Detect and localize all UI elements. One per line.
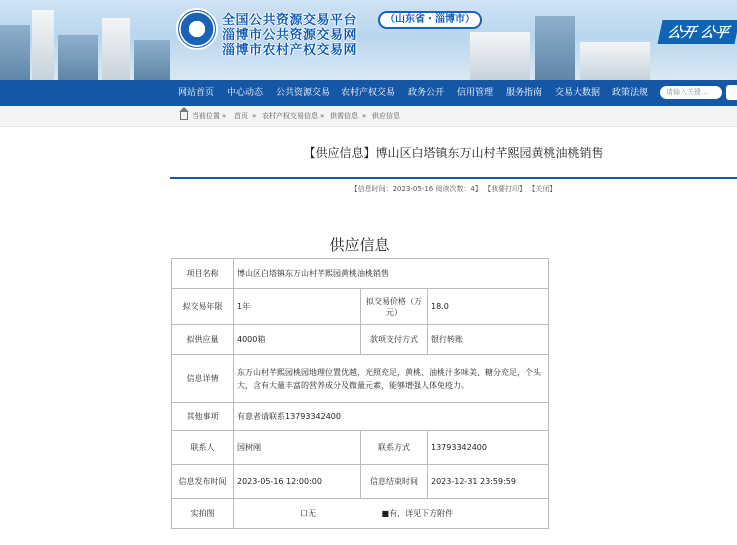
detail-label: 信息详情 (172, 355, 234, 403)
table-row (172, 499, 549, 529)
price-value: 18.0 (428, 289, 549, 325)
breadcrumb-separator: » (252, 112, 257, 120)
table-row (172, 325, 549, 355)
header-title-line2: 淄博市公共资源交易网 (222, 28, 358, 43)
contact-value: 国树刚 (234, 431, 361, 465)
building-graphic (134, 40, 170, 80)
project-value: 博山区白塔镇东万山村芊熙园黄桃油桃销售 (234, 259, 549, 289)
publish-value: 2023-05-16 12:00:00 (234, 465, 361, 499)
term-value: 1年 (234, 289, 361, 325)
page-title: 【供应信息】博山区白塔镇东万山村芊熙园黄桃油桃销售 (303, 146, 604, 160)
breadcrumb-label: 当前位置 (192, 112, 220, 120)
photo-yes-option: ■有，详见下方附件 (381, 509, 454, 518)
header-slogan: 公开 公平 (657, 20, 737, 44)
header-banner (0, 0, 737, 80)
search-input[interactable]: 请输入关键... (660, 86, 722, 99)
term-label: 拟交易年限 (172, 289, 234, 325)
payment-label: 款项支付方式 (361, 325, 428, 355)
table-row (172, 403, 549, 431)
building-graphic (470, 32, 530, 80)
end-value: 2023-12-31 23:59:59 (428, 465, 549, 499)
building-graphic (32, 10, 54, 80)
table-row (172, 431, 549, 465)
nav-item-rural-property[interactable]: 农村产权交易 (341, 88, 396, 98)
building-graphic (580, 42, 650, 80)
breadcrumb-supply-info[interactable]: 供应信息 (372, 112, 400, 120)
breadcrumb-separator: » (222, 112, 227, 120)
breadcrumb-supply-demand[interactable]: 供需信息 (330, 112, 358, 120)
payment-value: 银行转账 (428, 325, 549, 355)
breadcrumb-separator: » (362, 112, 367, 120)
nav-item-public-resources[interactable]: 公共资源交易 (276, 88, 331, 98)
photo-label: 实拍图 (172, 499, 234, 529)
nav-item-service-guide[interactable]: 服务指南 (506, 88, 543, 98)
photo-none-option: 口无 (300, 509, 316, 518)
breadcrumb (0, 106, 737, 127)
building-graphic (58, 35, 98, 80)
nav-item-credit[interactable]: 信用管理 (457, 88, 494, 98)
search-button[interactable] (726, 85, 737, 100)
main-nav (0, 80, 737, 106)
building-graphic (0, 25, 30, 80)
other-label: 其他事项 (172, 403, 234, 431)
contact-label: 联系人 (172, 431, 234, 465)
breadcrumb-separator: » (320, 112, 325, 120)
nav-item-gov-affairs[interactable]: 政务公开 (408, 88, 445, 98)
region-badge: （山东省・淄博市） (378, 11, 482, 29)
header-title-line1: 全国公共资源交易平台 (222, 13, 358, 28)
supply-info-table (171, 258, 549, 529)
other-value: 有意者请联系13793342400 (234, 403, 549, 431)
print-link[interactable]: 【我要打印】 (484, 185, 527, 193)
building-graphic (102, 18, 130, 80)
phone-value: 13793342400 (428, 431, 549, 465)
building-graphic (535, 16, 575, 80)
title-divider (170, 177, 737, 179)
detail-value: 东万山村芊熙园桃园地理位置优越，光照充足，黄桃、油桃汁多味美、糖分充足，个头大，含有大量丰富的营养成分及微量元素，能够增强人体免疫力。 (234, 355, 549, 403)
quantity-label: 拟供应量 (172, 325, 234, 355)
nav-item-big-data[interactable]: 交易大数据 (555, 88, 601, 98)
close-link[interactable]: 【关闭】 (528, 185, 557, 193)
phone-label: 联系方式 (361, 431, 428, 465)
supply-heading: 供应信息 (329, 236, 390, 254)
table-row (172, 289, 549, 325)
quantity-value: 4000箱 (234, 325, 361, 355)
info-time: 【信息时间：2023-05-16 阅读次数：4】 (350, 185, 482, 193)
end-label: 信息结束时间 (361, 465, 428, 499)
table-row (172, 465, 549, 499)
platform-logo[interactable] (176, 8, 218, 50)
home-icon (180, 112, 188, 120)
nav-item-home[interactable]: 网站首页 (178, 88, 215, 98)
breadcrumb-rural-info[interactable]: 农村产权交易信息 (262, 112, 318, 120)
project-label: 项目名称 (172, 259, 234, 289)
article-meta (170, 184, 737, 194)
nav-item-policy[interactable]: 政策法规 (612, 88, 649, 98)
publish-label: 信息发布时间 (172, 465, 234, 499)
header-title-line3: 淄博市农村产权交易网 (222, 43, 358, 58)
photo-options (234, 499, 549, 529)
price-label: 拟交易价格（万元） (361, 289, 428, 325)
table-row (172, 355, 549, 403)
breadcrumb-home[interactable]: 首页 (234, 112, 248, 120)
nav-item-news[interactable]: 中心动态 (227, 88, 264, 98)
table-row (172, 259, 549, 289)
